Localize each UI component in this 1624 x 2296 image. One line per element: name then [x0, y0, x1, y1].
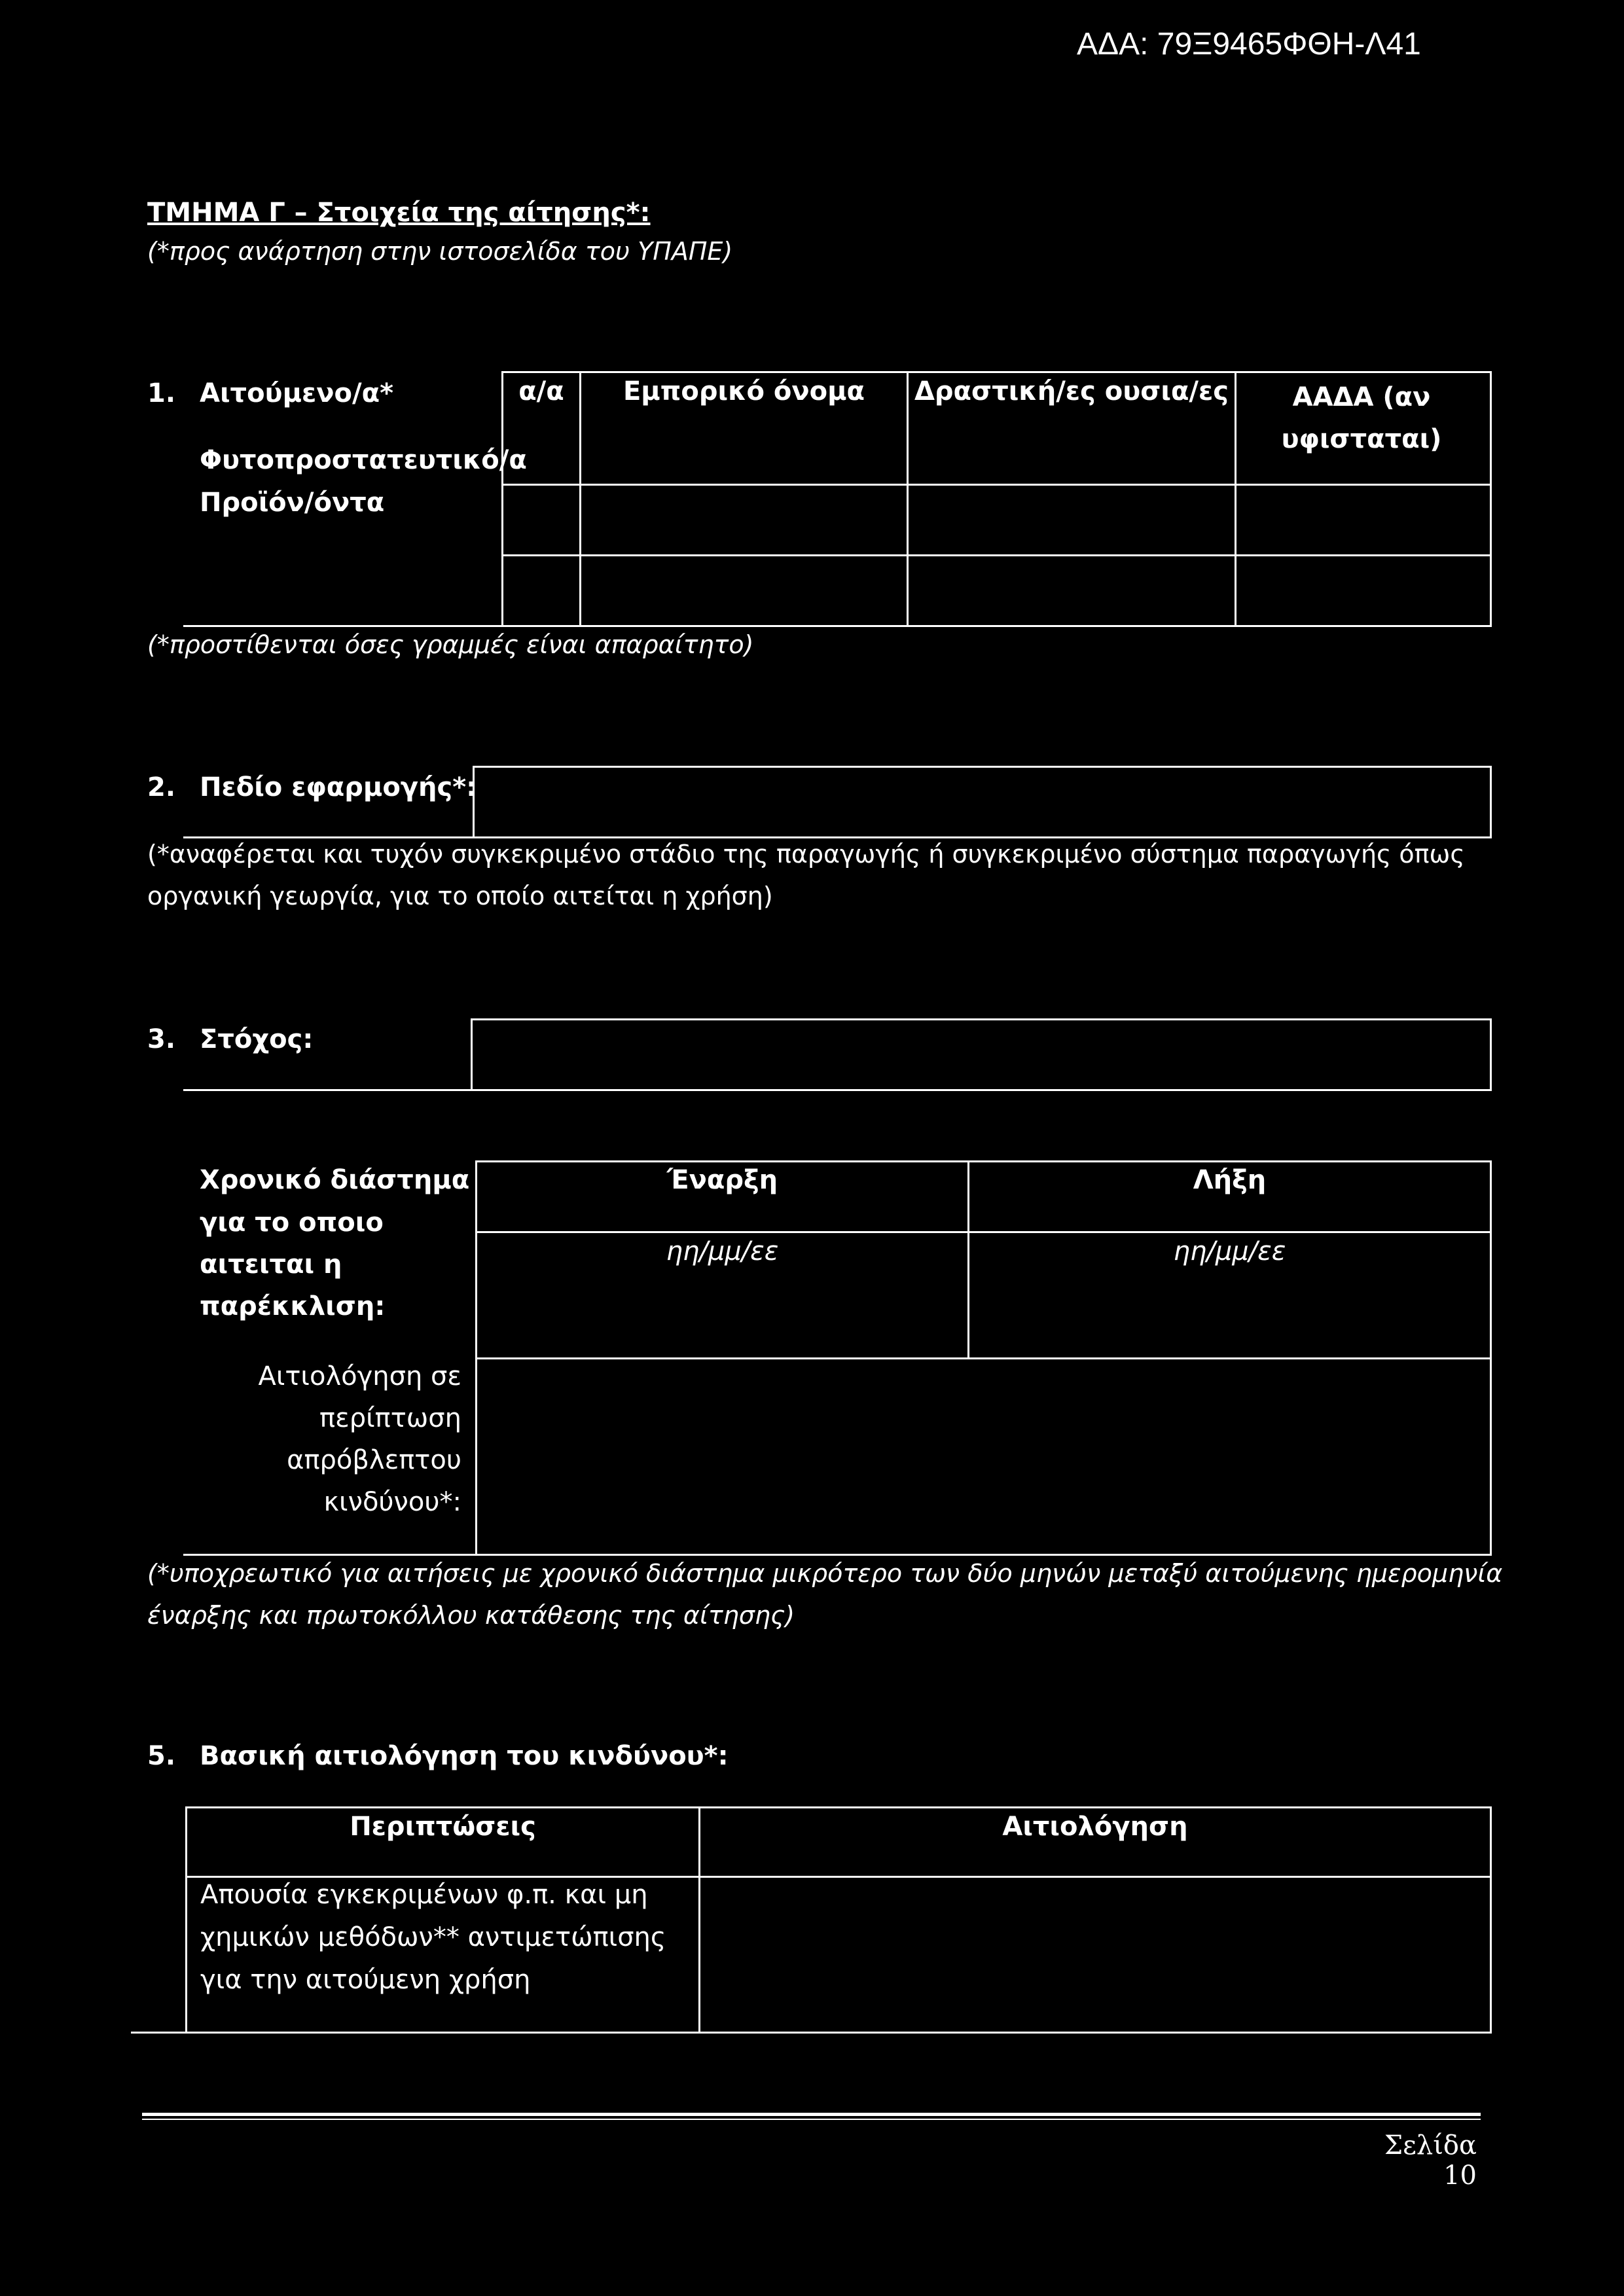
field-of-application-input[interactable] — [473, 766, 1492, 838]
table-cell[interactable] — [503, 556, 579, 625]
table-cell[interactable] — [581, 486, 907, 554]
item2-note-line1: (*αναφέρεται και τυχόν συγκεκριμένο στάδιο της παραγωγής ή συγκεκριμένο σύστημα παραγωγής όπως — [147, 840, 1465, 869]
item5-number: 5. — [147, 1741, 176, 1771]
item2-number: 2. — [147, 772, 176, 802]
row1-line1: Απουσία εγκεκριμένων φ.π. και μη — [200, 1880, 648, 1910]
justification-input[interactable] — [477, 1359, 1490, 1554]
justification-label-line2: περίπτωση — [319, 1403, 461, 1433]
footer-rule-thin — [142, 2119, 1481, 2120]
table-cell[interactable] — [1236, 556, 1490, 625]
item1-number: 1. — [147, 378, 176, 408]
footer-rule — [142, 2113, 1481, 2116]
period-note-line2: έναρξης και πρωτοκόλλου κατάθεσης της αίτησης) — [147, 1601, 795, 1630]
ada-code: ΑΔΑ: 79Ξ9465ΦΘΗ-Λ41 — [1077, 27, 1421, 62]
justification-label-line4: κινδύνου*: — [323, 1487, 461, 1517]
period-label-line1: Χρονικό διάστημα — [200, 1165, 470, 1195]
item2-label: Πεδίο εφαρμογής*: — [200, 772, 477, 802]
period-label-line4: παρέκκλιση: — [200, 1291, 386, 1321]
table-cell[interactable] — [503, 486, 579, 554]
section-title: ΤΜΗΜΑ Γ – Στοιχεία της αίτησης*: — [147, 198, 651, 228]
table-cell[interactable] — [909, 556, 1235, 625]
item1-label-line2: Φυτοπροστατευτικό/α — [200, 445, 527, 475]
col-active-substances: Δραστική/ες ουσια/ες — [914, 376, 1229, 406]
period-note-line1: (*υποχρεωτικό για αιτήσεις με χρονικό διάστημα μικρότερο των δύο μηνών μεταξύ αιτούμενης ημερομηνία — [147, 1559, 1503, 1588]
period-label-line3: αιτειται η — [200, 1249, 342, 1280]
table-cell[interactable] — [909, 486, 1235, 554]
justification-label-line3: απρόβλεπτου — [287, 1445, 461, 1475]
item1-label-line1: Αιτούμενο/α* — [200, 378, 393, 408]
item3-label: Στόχος: — [200, 1024, 314, 1054]
item1-label-line3: Προϊόν/όντα — [200, 488, 385, 518]
start-header: Έναρξη — [666, 1165, 778, 1195]
col-trade-name: Εμπορικό όνομα — [623, 376, 865, 406]
page-number: Σελίδα 10 — [1384, 2130, 1477, 2191]
col-justification: Αιτιολόγηση — [1002, 1812, 1188, 1842]
section-note: (*προς ανάρτηση στην ιστοσελίδα του ΥΠΑΠΕ) — [147, 237, 733, 266]
table-cell[interactable] — [581, 556, 907, 625]
item5-label: Βασική αιτιολόγηση του κινδύνου*: — [200, 1741, 729, 1771]
end-date-field[interactable]: ηη/μμ/εε — [1173, 1236, 1286, 1266]
row1-line2: χημικών μεθόδων** αντιμετώπισης — [200, 1922, 666, 1952]
col-cases: Περιπτώσεις — [350, 1812, 536, 1842]
row1-justification-input[interactable] — [700, 1878, 1490, 2032]
item3-number: 3. — [147, 1024, 176, 1054]
table-cell[interactable] — [1236, 486, 1490, 554]
target-input[interactable] — [471, 1018, 1492, 1091]
end-header: Λήξη — [1193, 1165, 1267, 1195]
justification-label-line1: Αιτιολόγηση σε — [258, 1361, 461, 1391]
period-label-line2: για το οποιο — [200, 1208, 384, 1238]
col-aada: ΑΑΔΑ (αν υφισταται) — [1281, 382, 1442, 454]
col-aa: α/α — [518, 376, 564, 406]
item2-note-line2: οργανική γεωργία, για το οποίο αιτείται η χρήση) — [147, 882, 773, 910]
start-date-field[interactable]: ηη/μμ/εε — [666, 1236, 779, 1266]
row1-line3: για την αιτούμενη χρήση — [200, 1965, 531, 1995]
item1-note: (*προστίθενται όσες γραμμές είναι απαραίτητο) — [147, 630, 754, 659]
